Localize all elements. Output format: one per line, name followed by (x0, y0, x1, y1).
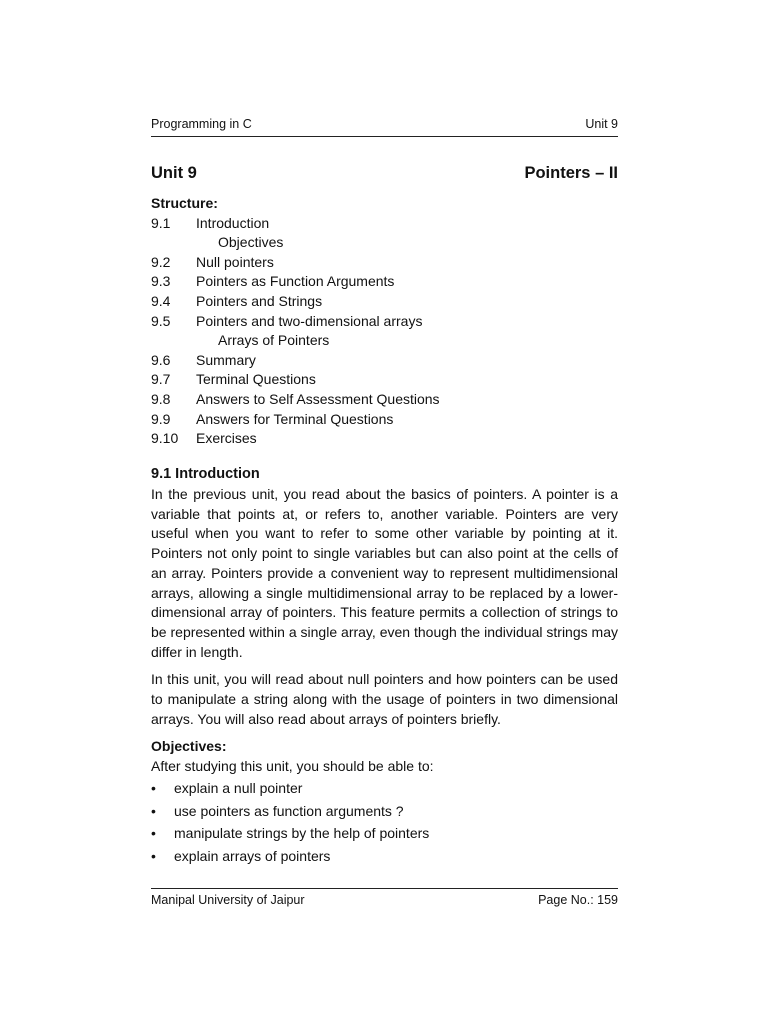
objective-text: explain a null pointer (174, 779, 303, 796)
structure-item-label: Pointers and two-dimensional arrays (196, 312, 423, 329)
structure-item-number: 9.4 (151, 292, 171, 309)
objective-text: explain arrays of pointers (174, 848, 331, 865)
structure-item-label: Terminal Questions (196, 371, 316, 388)
structure-list (151, 214, 618, 449)
structure-heading: Structure: (151, 195, 218, 211)
structure-item (151, 292, 618, 312)
structure-item-label: Pointers and Strings (196, 292, 323, 309)
structure-item-number: 9.1 (151, 214, 171, 231)
structure-item (151, 370, 618, 390)
footer-page-number: Page No.: 159 (538, 893, 618, 907)
bullet-icon: • (151, 848, 156, 865)
running-header (151, 116, 618, 132)
structure-item (151, 351, 618, 371)
structure-item (151, 272, 618, 292)
structure-item-label: Answers for Terminal Questions (196, 410, 394, 427)
objective-item (151, 847, 618, 866)
objective-text: use pointers as function arguments ? (174, 802, 404, 819)
structure-section (151, 194, 618, 449)
running-footer (151, 892, 618, 908)
structure-item-label: Summary (196, 351, 256, 368)
structure-item-number: 9.7 (151, 371, 171, 388)
objective-item (151, 824, 618, 843)
unit-number: Unit 9 (151, 164, 197, 182)
structure-item (151, 390, 618, 410)
objectives-lead: After studying this unit, you should be able to: (151, 758, 434, 775)
footer-university: Manipal University of Jaipur (151, 893, 305, 907)
introduction-heading: 9.1 Introduction (151, 466, 260, 482)
structure-item (151, 312, 618, 332)
structure-subitem (151, 331, 618, 351)
structure-item-number: 9.2 (151, 253, 171, 270)
structure-item (151, 214, 618, 234)
header-course-title: Programming in C (151, 117, 252, 131)
structure-item-label: Objectives (218, 234, 284, 251)
header-unit-label: Unit 9 (585, 117, 618, 131)
objectives-heading: Objectives: (151, 738, 227, 755)
structure-item-number: 9.9 (151, 410, 171, 427)
structure-item-label: Arrays of Pointers (218, 332, 330, 349)
objective-text: manipulate strings by the help of pointers (174, 825, 430, 842)
unit-title: Pointers – II (524, 164, 618, 182)
structure-item-number: 9.6 (151, 351, 171, 368)
structure-item-label: Answers to Self Assessment Questions (196, 390, 440, 407)
objective-item (151, 779, 618, 798)
document-page (151, 0, 618, 1024)
unit-title-row (151, 163, 618, 183)
structure-item-label: Exercises (196, 430, 257, 447)
header-rule (151, 136, 618, 137)
introduction-paragraph-2: In this unit, you will read about null pointers and how pointers can be used to manipulate a string along with the usage of pointers in two dimensional arrays. You will also read about arrays of pointers briefly. (151, 671, 618, 727)
structure-item (151, 410, 618, 430)
structure-item-label: Introduction (196, 214, 270, 231)
structure-item (151, 253, 618, 273)
bullet-icon: • (151, 825, 156, 842)
footer-rule (151, 888, 618, 889)
structure-item-number: 9.5 (151, 312, 171, 329)
structure-item-label: Pointers as Function Arguments (196, 273, 395, 290)
introduction-section (151, 465, 618, 870)
structure-item (151, 429, 618, 449)
structure-item-number: 9.3 (151, 273, 171, 290)
structure-item-number: 9.10 (151, 430, 179, 447)
bullet-icon: • (151, 779, 156, 796)
structure-item-number: 9.8 (151, 390, 171, 407)
objective-item (151, 802, 618, 821)
structure-item-label: Null pointers (196, 253, 274, 270)
objectives-list (151, 779, 618, 867)
structure-subitem (151, 233, 618, 253)
bullet-icon: • (151, 802, 156, 819)
introduction-paragraph-1: In the previous unit, you read about the basics of pointers. A pointer is a variable that points at, or refers to, another variable. Pointers are very useful when you want to refer to some other variable by pointing at it. Pointers not only point to single variables but can also point at the cells of an array. Pointers provide a convenient way to represent multidimensional arrays, allowing a single multidimensional array to be replaced by a lower-dimensional array of pointers. This feature permits a collection of strings to be represented within a single array, even though the individual strings may differ in length. (151, 486, 618, 660)
